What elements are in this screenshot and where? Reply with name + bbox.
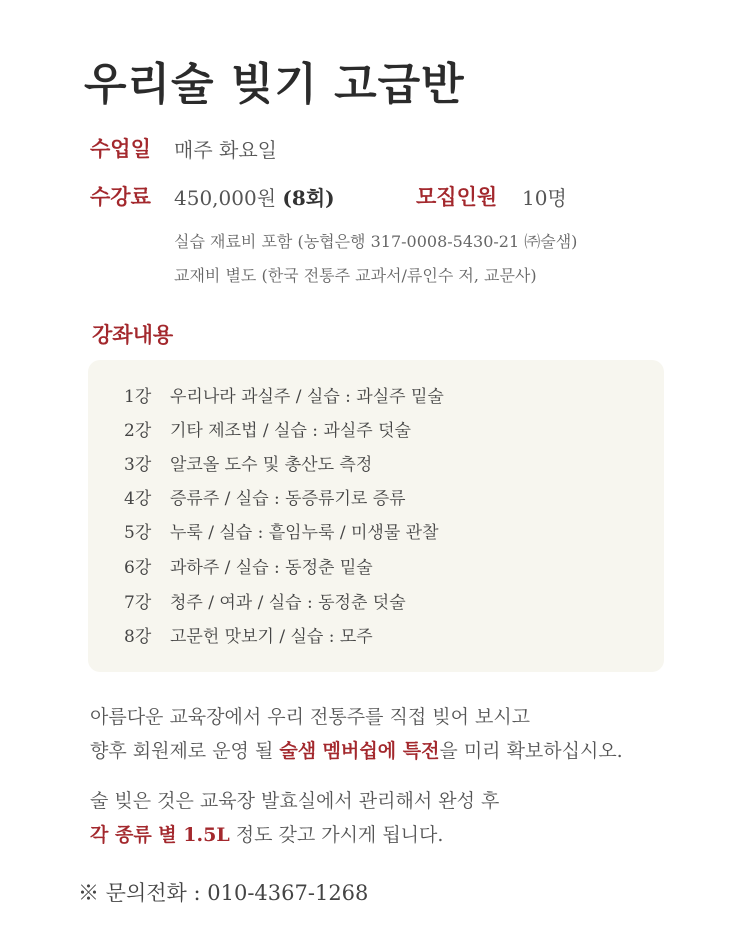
curriculum-item: [124, 382, 444, 407]
fee-note-textbook: 교재비 별도 (한국 전통주 교과서/류인수 저, 교문사): [174, 266, 537, 285]
fee-value: [174, 182, 335, 211]
curriculum-item: [124, 518, 439, 543]
fee-note-materials: 실습 재료비 포함 (농협은행 317-0008-5430-21 ㈜술샘): [174, 232, 578, 251]
session-number: 6강: [124, 558, 152, 578]
session-text: 과하주 / 실습 : 동정춘 밑술: [170, 558, 373, 578]
curriculum-item: [124, 484, 406, 509]
fee-amount: 450,000원: [174, 186, 277, 210]
session-text: 고문헌 맛보기 / 실습 : 모주: [170, 627, 373, 647]
schedule-value: 매주 화요일: [174, 138, 277, 162]
session-text: 알코올 도수 및 총산도 측정: [170, 455, 373, 475]
fee-label: 수강료: [90, 184, 151, 209]
intro-line-2-text: 향후 회원제로 운영 될: [90, 740, 280, 762]
curriculum-box: [88, 360, 664, 672]
delivery-line-2-tail: 정도 갖고 가시게 됩니다.: [229, 824, 444, 846]
capacity-value: 10명: [522, 186, 567, 210]
session-number: 1강: [124, 387, 152, 407]
session-number: 4강: [124, 489, 152, 509]
session-number: 8강: [124, 627, 152, 647]
session-text: 기타 제조법 / 실습 : 과실주 덧술: [170, 421, 411, 441]
session-text: 증류주 / 실습 : 동증류기로 증류: [170, 489, 406, 509]
curriculum-item: [124, 450, 372, 475]
session-number: 5강: [124, 523, 152, 543]
page-title: 우리술 빚기 고급반: [84, 59, 465, 110]
curriculum-item: [124, 553, 373, 578]
session-number: 3강: [124, 455, 152, 475]
volume-highlight: 각 종류 별 1.5L: [90, 824, 230, 846]
delivery-line-2: [90, 820, 443, 847]
fee-sessions: (8회): [282, 186, 335, 210]
intro-line-2: [90, 736, 623, 763]
delivery-line-1: 술 빚은 것은 교육장 발효실에서 관리해서 완성 후: [90, 790, 500, 812]
capacity-label: 모집인원: [416, 184, 498, 209]
curriculum-item: [124, 416, 411, 441]
curriculum-item: [124, 622, 373, 647]
curriculum-item: [124, 588, 406, 613]
intro-line-2-tail: 을 미리 확보하십시오.: [439, 740, 623, 762]
session-text: 누룩 / 실습 : 흩임누룩 / 미생물 관찰: [170, 523, 439, 543]
curriculum-heading: 강좌내용: [92, 322, 174, 347]
session-number: 2강: [124, 421, 152, 441]
membership-highlight: 술샘 멤버쉽에 특전: [279, 740, 440, 762]
schedule-label: 수업일: [90, 136, 151, 161]
intro-line-1: 아름다운 교육장에서 우리 전통주를 직접 빚어 보시고: [90, 706, 531, 728]
session-text: 우리나라 과실주 / 실습 : 과실주 밑술: [170, 387, 444, 407]
session-number: 7강: [124, 593, 152, 613]
session-text: 청주 / 여과 / 실습 : 동정춘 덧술: [170, 593, 406, 613]
contact-phone: ※ 문의전화 : 010-4367-1268: [78, 881, 369, 905]
